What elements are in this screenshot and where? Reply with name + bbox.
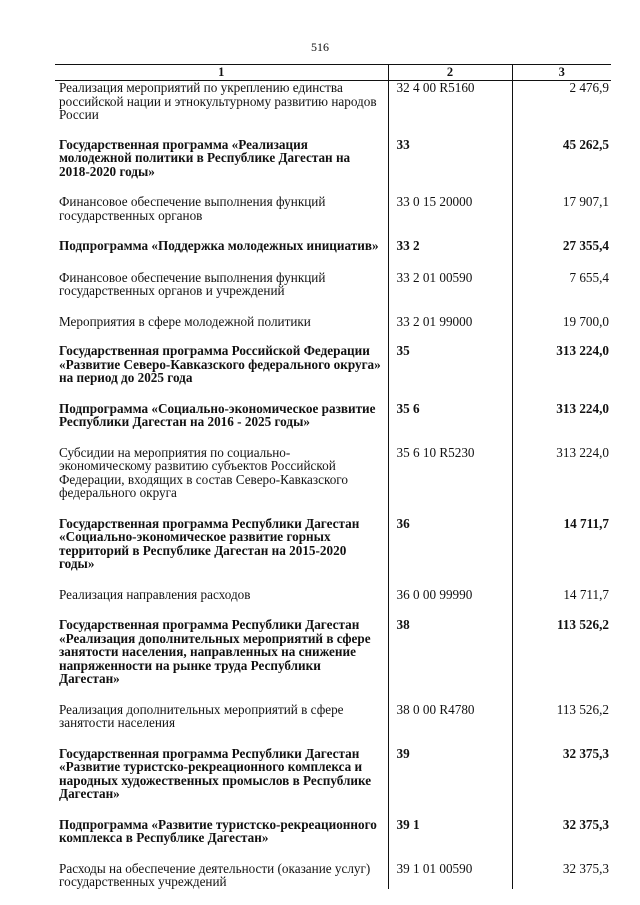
row-amount: 32 375,3 — [512, 747, 611, 818]
row-amount: 45 262,5 — [512, 138, 611, 196]
table-row — [55, 446, 611, 517]
row-name: Подпрограмма «Поддержка молодежных инициатив» — [59, 238, 379, 253]
row-name: Мероприятия в сфере молодежной политики — [59, 313, 311, 329]
column-header-3: 3 — [512, 65, 611, 81]
table-row — [55, 315, 611, 345]
row-code: 33 — [388, 138, 512, 196]
row-code: 35 6 — [388, 402, 512, 446]
table-row — [55, 239, 611, 271]
table-row — [55, 747, 611, 818]
row-name: Подпрограмма «Развитие туристско-рекреационного комплекса в Республике Дагестан» — [59, 816, 377, 845]
table-row — [55, 618, 611, 703]
row-code: 38 0 00 R4780 — [388, 703, 512, 747]
row-amount: 14 711,7 — [512, 517, 611, 588]
row-code: 33 2 01 00590 — [388, 271, 512, 315]
table-row — [55, 195, 611, 239]
row-name: Расходы на обеспечение деятельности (оказание услуг) государственных учреждений — [59, 860, 371, 889]
row-code: 33 2 01 99000 — [388, 315, 512, 345]
row-amount: 113 526,2 — [512, 703, 611, 747]
row-name: Субсидии на мероприятия по социально-экономическому развитию субъектов Российской Федерации, входящих в состав Северо-Кавказского федерального округа — [59, 444, 348, 500]
row-amount: 2 476,9 — [512, 81, 611, 138]
table-row — [55, 588, 611, 619]
row-amount: 7 655,4 — [512, 271, 611, 315]
row-name: Реализация направления расходов — [59, 586, 251, 602]
column-header-2: 2 — [388, 65, 512, 81]
row-amount: 27 355,4 — [512, 239, 611, 271]
table-row — [55, 517, 611, 588]
table-row — [55, 138, 611, 196]
table-body — [55, 81, 611, 889]
row-code: 33 0 15 20000 — [388, 195, 512, 239]
table-row — [55, 344, 611, 402]
row-code: 38 — [388, 618, 512, 703]
row-name: Финансовое обеспечение выполнения функций государственных органов — [59, 194, 326, 223]
row-amount: 313 224,0 — [512, 344, 611, 402]
row-code: 39 — [388, 747, 512, 818]
row-amount: 113 526,2 — [512, 618, 611, 703]
row-amount: 313 224,0 — [512, 402, 611, 446]
page-number: 516 — [311, 40, 329, 54]
table-header-row — [55, 65, 611, 81]
table-row — [55, 402, 611, 446]
row-name: Финансовое обеспечение выполнения функций государственных органов и учреждений — [59, 269, 326, 298]
row-name: Реализация дополнительных мероприятий в сфере занятости населения — [59, 701, 344, 730]
row-code: 35 — [388, 344, 512, 402]
row-code: 39 1 — [388, 818, 512, 862]
row-code: 36 0 00 99990 — [388, 588, 512, 619]
budget-table — [55, 64, 611, 889]
row-name: Государственная программа Российской Федерации «Развитие Северо-Кавказского федерального округа» на период до 2025 года — [59, 343, 381, 385]
row-amount: 32 375,3 — [512, 818, 611, 862]
row-name: Государственная программа Республики Дагестан «Реализация дополнительных мероприятий в сфере занятости населения, направленных на снижение напряженности на рынке труда Республики Дагестан» — [59, 617, 371, 686]
row-amount: 17 907,1 — [512, 195, 611, 239]
row-code: 36 — [388, 517, 512, 588]
table-row — [55, 818, 611, 862]
table-row — [55, 862, 611, 889]
row-amount: 14 711,7 — [512, 588, 611, 619]
row-code: 33 2 — [388, 239, 512, 271]
table-row — [55, 703, 611, 747]
row-code: 35 6 10 R5230 — [388, 446, 512, 517]
column-header-1: 1 — [55, 65, 388, 81]
row-amount: 313 224,0 — [512, 446, 611, 517]
row-code: 39 1 01 00590 — [388, 862, 512, 889]
row-amount: 32 375,3 — [512, 862, 611, 889]
row-name: Государственная программа Республики Дагестан «Социально-экономическое развитие горных территорий в Республике Дагестан на 2015-2020 годы» — [59, 515, 360, 571]
table-row — [55, 271, 611, 315]
table-row — [55, 81, 611, 138]
row-amount: 19 700,0 — [512, 315, 611, 345]
row-name: Государственная программа «Реализация молодежной политики в Республике Дагестан на 2018-2020 годы» — [59, 136, 351, 179]
row-name: Реализация мероприятий по укреплению единства российской нации и этнокультурному развитию народов России — [59, 80, 377, 122]
row-name: Государственная программа Республики Дагестан «Развитие туристско-рекреационного комплекса и народных художественных промыслов в Республике Дагестан» — [59, 745, 372, 801]
row-code: 32 4 00 R5160 — [388, 81, 512, 138]
row-name: Подпрограмма «Социально-экономическое развитие Республики Дагестан на 2016 - 2025 годы» — [59, 400, 376, 429]
